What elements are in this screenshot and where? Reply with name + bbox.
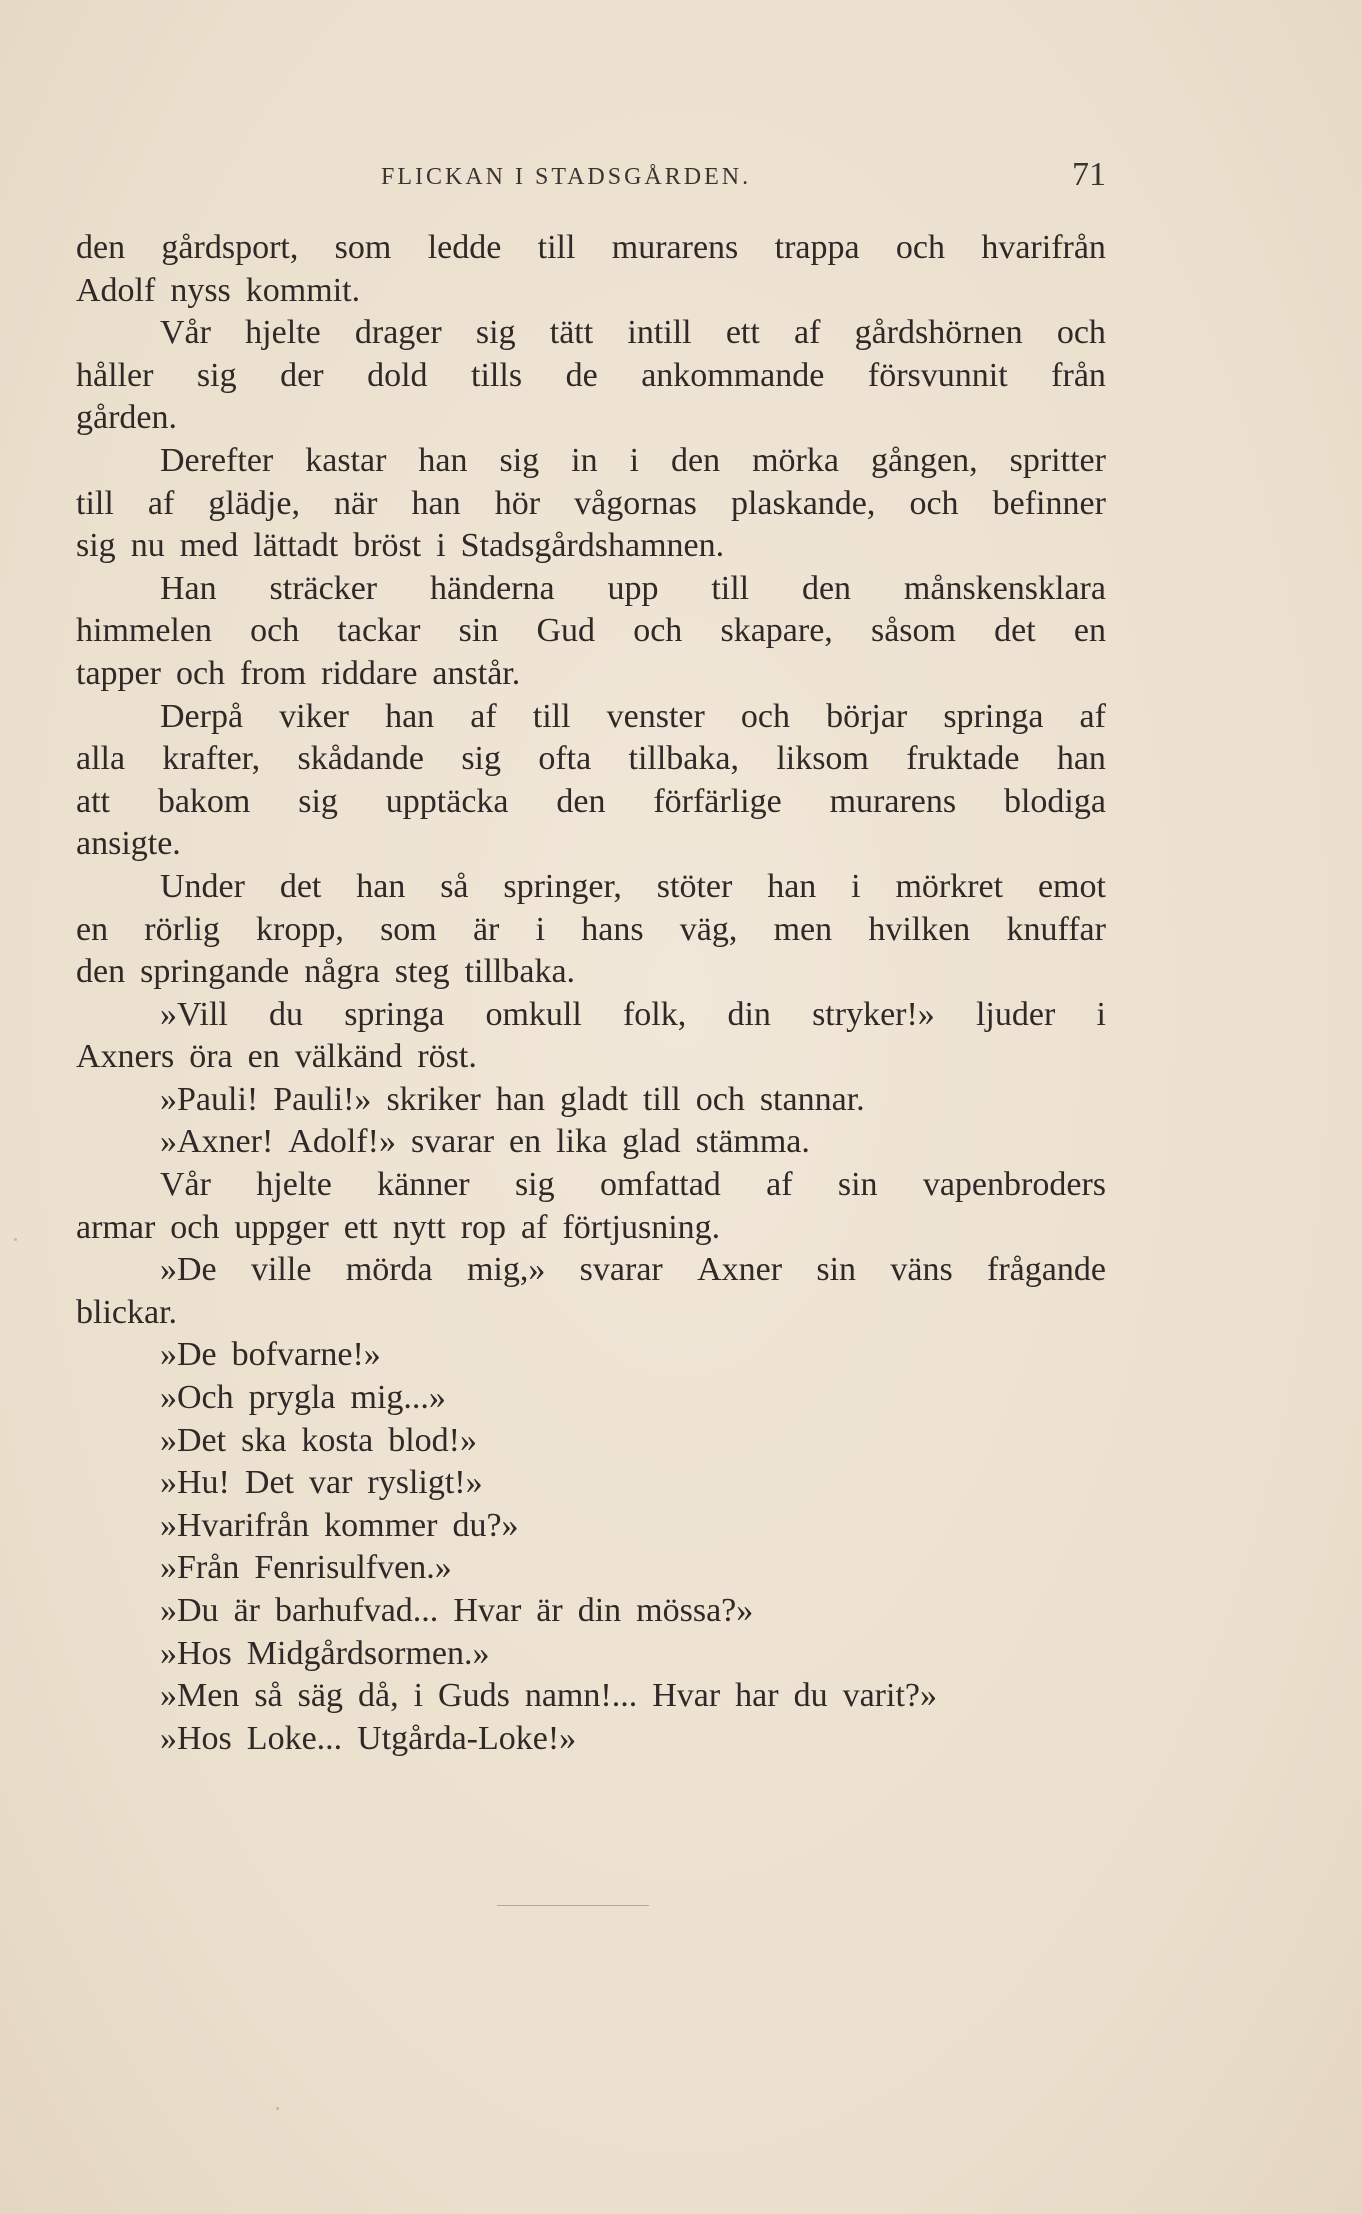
word: du?» <box>452 1506 519 1544</box>
word: i <box>629 441 640 479</box>
word: ofta <box>538 740 592 778</box>
word: Pauli!» <box>273 1080 372 1118</box>
word: knuffar <box>1006 910 1106 948</box>
word: den <box>556 782 606 820</box>
word: säg <box>297 1677 343 1715</box>
word: »Hvarifrån <box>160 1506 310 1544</box>
word: rysligt!» <box>367 1464 483 1502</box>
word: af <box>470 697 497 735</box>
word: sig <box>475 314 516 352</box>
word: hjelte <box>256 1166 332 1204</box>
word: han <box>356 867 406 905</box>
word: »Hos <box>160 1719 232 1757</box>
text-line <box>76 1164 1106 1207</box>
word: ett <box>725 314 760 352</box>
word: fruktade <box>906 740 1020 778</box>
word: nyss <box>170 271 231 309</box>
word: intill <box>627 314 692 352</box>
text-line <box>76 440 1106 483</box>
word: Loke... <box>246 1719 343 1757</box>
word: »De <box>160 1336 217 1374</box>
word: svarar <box>579 1251 663 1289</box>
word: Derefter <box>160 441 274 479</box>
word: gårdshörnen <box>854 314 1023 352</box>
word: till <box>76 484 114 522</box>
word: stämma. <box>695 1123 810 1161</box>
word: en <box>509 1123 542 1161</box>
word: lika <box>556 1123 608 1161</box>
word: Vår <box>160 314 211 352</box>
word: af <box>793 314 821 352</box>
word: svarar <box>410 1123 495 1161</box>
word: den <box>801 569 852 607</box>
word: och <box>695 1080 745 1118</box>
word: skådande <box>297 740 424 778</box>
word: sin <box>816 1251 857 1289</box>
word: du <box>793 1677 828 1715</box>
word: till <box>532 697 571 735</box>
word: kommit. <box>245 271 361 309</box>
word: viker <box>279 697 349 735</box>
word: Gud <box>536 612 596 650</box>
text-line <box>76 866 1106 909</box>
word: en <box>76 910 109 948</box>
word: Axner <box>697 1251 783 1289</box>
word: mig,» <box>466 1251 546 1289</box>
word: ville <box>250 1251 312 1289</box>
word: upp <box>607 569 659 607</box>
word: öra <box>189 1038 233 1076</box>
word: »Hu! <box>160 1464 230 1502</box>
word: glad <box>622 1123 681 1161</box>
text-line <box>76 994 1106 1037</box>
word: alla <box>76 740 126 778</box>
word: mössa?» <box>636 1592 754 1629</box>
word: vapenbroders <box>922 1166 1106 1204</box>
word: är <box>536 1592 563 1629</box>
word: Utgårda-Loke!» <box>357 1719 577 1757</box>
word: blickar. <box>76 1293 178 1331</box>
word: månskensklara <box>903 569 1106 607</box>
word: i <box>413 1677 424 1715</box>
word: du <box>269 995 304 1033</box>
word: väns <box>890 1251 953 1289</box>
word: rop <box>460 1208 507 1246</box>
word: from <box>240 654 307 692</box>
word: håller <box>76 356 154 394</box>
word: springer, <box>503 867 622 905</box>
word: då, <box>357 1677 399 1715</box>
word: kommer <box>324 1506 438 1544</box>
word: förfärlige <box>653 782 782 820</box>
word: Det <box>244 1464 294 1502</box>
word: spritter <box>1009 441 1106 479</box>
word: sig <box>76 527 116 565</box>
text-line <box>76 483 1106 526</box>
word: Derpå <box>160 697 244 735</box>
word: ankommande <box>641 356 825 394</box>
word: skapare, <box>720 612 833 650</box>
paper-speck <box>14 1238 17 1241</box>
word: han <box>495 1080 545 1118</box>
word: gården. <box>76 399 178 437</box>
word: tackar <box>337 612 421 650</box>
word: stannar. <box>759 1080 865 1118</box>
word: sin <box>837 1166 878 1204</box>
text-line <box>76 1334 1106 1377</box>
word: ledde <box>427 229 502 266</box>
word: prygla <box>248 1379 336 1417</box>
body-text <box>76 227 1106 1760</box>
word: af <box>766 1166 793 1204</box>
word: förtjusning. <box>562 1208 721 1246</box>
word: är <box>472 910 500 948</box>
word: Adolf <box>76 271 156 309</box>
word: nytt <box>392 1208 446 1246</box>
word: hans <box>581 910 644 948</box>
word: skriker <box>386 1080 481 1118</box>
word: »Hos <box>160 1634 232 1672</box>
word: Hvar <box>453 1592 522 1629</box>
word: rörlig <box>144 910 220 948</box>
word: sig <box>461 740 501 778</box>
word: Guds <box>438 1677 510 1715</box>
word: har <box>735 1677 779 1715</box>
word: men <box>773 910 833 948</box>
word: till <box>642 1080 681 1118</box>
word: »De <box>160 1251 217 1289</box>
text-line <box>76 1590 1106 1633</box>
text-line <box>76 312 1106 355</box>
word: ett <box>343 1208 378 1246</box>
word: i <box>535 910 546 948</box>
word: Under <box>160 867 245 905</box>
word: mörda <box>345 1251 433 1289</box>
running-head: FLICKAN I STADSGÅRDEN. <box>381 164 752 190</box>
page-header <box>76 152 1106 196</box>
word: i <box>436 527 446 565</box>
word: din <box>727 995 771 1033</box>
word: springande <box>140 953 290 991</box>
word: Midgårdsormen.» <box>246 1634 490 1672</box>
word: »Vill <box>160 995 228 1033</box>
word: nu <box>130 527 165 565</box>
word: trappa <box>774 229 860 266</box>
text-line <box>76 1207 1106 1250</box>
word: armar <box>76 1208 156 1246</box>
word: och <box>250 612 300 650</box>
word: den <box>671 441 721 479</box>
word: från <box>1051 356 1106 394</box>
word: blod!» <box>388 1421 477 1459</box>
word: af <box>147 484 175 522</box>
word: såsom <box>870 612 956 650</box>
word: stöter <box>656 867 733 905</box>
word: bakom <box>157 782 251 820</box>
word: riddare <box>321 654 418 692</box>
word: tillbaka, <box>628 740 739 778</box>
word: välkänd <box>294 1038 403 1076</box>
word: gången, <box>870 441 978 479</box>
word: ljuder <box>975 995 1056 1033</box>
word: in <box>571 441 598 479</box>
word: tillbaka. <box>464 953 576 991</box>
word: lättadt <box>253 527 339 565</box>
text-line <box>76 781 1106 824</box>
word: af <box>521 1208 548 1246</box>
text-line <box>76 1036 1106 1079</box>
word: hör <box>494 484 541 522</box>
text-line <box>76 1718 1106 1761</box>
word: springa <box>943 697 1044 735</box>
word: en <box>1073 612 1106 650</box>
word: steg <box>394 953 450 991</box>
word: hvilken <box>868 910 971 948</box>
text-line <box>76 568 1106 611</box>
word: Adolf!» <box>288 1123 396 1161</box>
word: att <box>76 782 110 820</box>
word: i <box>1096 995 1106 1033</box>
word: den <box>76 953 126 991</box>
word: omkull <box>485 995 582 1033</box>
word: så <box>254 1677 283 1715</box>
text-line <box>76 1121 1106 1164</box>
word: tapper <box>76 654 161 692</box>
word: kosta <box>301 1421 374 1459</box>
word: barhufvad... <box>274 1592 439 1629</box>
word: sin <box>458 612 499 650</box>
word: springa <box>344 995 445 1033</box>
word: varit?» <box>842 1677 937 1715</box>
word: murarens <box>829 782 957 820</box>
word: han <box>411 484 461 522</box>
word: gladt <box>559 1080 628 1118</box>
word: och <box>175 654 226 692</box>
word: det <box>279 867 322 905</box>
text-line <box>76 1505 1106 1548</box>
word: börjar <box>826 697 908 735</box>
word: namn!... <box>524 1677 638 1715</box>
word: Han <box>160 569 217 607</box>
text-line <box>76 1547 1106 1590</box>
text-line <box>76 525 1106 568</box>
word: »Axner! <box>160 1123 274 1161</box>
word: till <box>537 229 576 266</box>
word: det <box>994 612 1036 650</box>
word: af <box>1079 697 1106 735</box>
word: och <box>1056 314 1106 352</box>
word: uppger <box>234 1208 329 1246</box>
text-line <box>76 610 1106 653</box>
word: mörkret <box>895 867 1004 905</box>
word: sig <box>499 441 540 479</box>
word: upptäcka <box>385 782 509 820</box>
page-number: 71 <box>1072 156 1106 193</box>
word: och <box>633 612 683 650</box>
word: folk, <box>622 995 687 1033</box>
word: ska <box>241 1421 287 1459</box>
word: är <box>233 1592 260 1629</box>
word: »Från <box>160 1549 240 1587</box>
word: han <box>767 867 817 905</box>
word: »Och <box>160 1379 234 1417</box>
text-line <box>76 1249 1106 1292</box>
word: ansigte. <box>76 825 181 863</box>
word: »Pauli! <box>160 1080 259 1118</box>
text-line <box>76 823 1106 866</box>
word: den <box>76 229 126 266</box>
word: Hvar <box>652 1677 721 1715</box>
word: i <box>851 867 861 905</box>
word: stryker!» <box>812 995 935 1033</box>
word: mörka <box>752 441 839 479</box>
word: några <box>304 953 380 991</box>
word: »Du <box>160 1592 219 1629</box>
word: anstår. <box>432 654 521 692</box>
word: så <box>440 867 469 905</box>
text-line <box>76 909 1106 952</box>
word: liksom <box>776 740 869 778</box>
word: »Men <box>160 1677 240 1715</box>
end-rule <box>497 1905 649 1906</box>
text-line <box>76 696 1106 739</box>
word: när <box>334 484 378 522</box>
text-line <box>76 1420 1106 1463</box>
word: röst. <box>417 1038 477 1076</box>
word: sig <box>514 1166 555 1204</box>
word: der <box>280 356 324 394</box>
word: glädje, <box>208 484 300 522</box>
text-line <box>76 653 1106 696</box>
word: Stadsgårdshamnen. <box>460 527 725 565</box>
word: befinner <box>992 484 1106 522</box>
word: emot <box>1037 867 1106 905</box>
word: hjelte <box>245 314 321 352</box>
text-line <box>76 1079 1106 1122</box>
word: och <box>740 697 790 735</box>
word: han <box>1056 740 1106 778</box>
word: plaskande, <box>730 484 876 522</box>
word: dold <box>367 356 428 394</box>
word: kropp, <box>256 910 344 948</box>
word: sig <box>196 356 237 394</box>
word: han <box>385 697 435 735</box>
word: försvunnit <box>867 356 1008 394</box>
word: murarens <box>611 229 739 266</box>
word: en <box>247 1038 280 1076</box>
word: och <box>170 1208 220 1246</box>
text-line <box>76 1462 1106 1505</box>
word: Fenrisulfven.» <box>254 1549 452 1587</box>
word: frågande <box>987 1251 1106 1289</box>
word: händerna <box>429 569 555 607</box>
word: bröst <box>353 527 422 565</box>
text-line <box>76 355 1106 398</box>
word: till <box>711 569 750 607</box>
word: känner <box>377 1166 470 1204</box>
word: Axners <box>76 1038 175 1076</box>
word: väg, <box>679 910 738 948</box>
word: tätt <box>549 314 594 352</box>
word: vågornas <box>574 484 697 522</box>
word: sträcker <box>269 569 378 607</box>
word: han <box>418 441 468 479</box>
word: blodiga <box>1003 782 1106 820</box>
text-line <box>76 1377 1106 1420</box>
text-line <box>76 397 1106 440</box>
word: kastar <box>305 441 387 479</box>
text-line <box>76 1675 1106 1718</box>
word: som <box>334 229 392 266</box>
word: Vår <box>160 1166 211 1204</box>
text-line <box>76 1633 1106 1676</box>
text-line <box>76 951 1106 994</box>
word: sig <box>298 782 338 820</box>
word: omfattad <box>599 1166 721 1204</box>
word: din <box>577 1592 622 1629</box>
paper-speck <box>276 2107 279 2110</box>
word: tills <box>471 356 523 394</box>
word: de <box>565 356 598 394</box>
word: hvarifrån <box>981 229 1106 266</box>
word: venster <box>606 697 705 735</box>
word: var <box>308 1464 353 1502</box>
word: himmelen <box>76 612 212 650</box>
word: som <box>380 910 437 948</box>
text-line <box>76 227 1106 270</box>
text-line <box>76 1292 1106 1335</box>
word: och <box>895 229 945 266</box>
word: »Det <box>160 1421 227 1459</box>
word: drager <box>354 314 442 352</box>
text-line <box>76 270 1106 313</box>
text-line <box>76 738 1106 781</box>
word: mig...» <box>350 1379 446 1417</box>
word: och <box>909 484 959 522</box>
word: gårdsport, <box>161 229 299 266</box>
word: bofvarne!» <box>231 1336 381 1374</box>
word: krafter, <box>162 740 261 778</box>
word: med <box>179 527 239 565</box>
